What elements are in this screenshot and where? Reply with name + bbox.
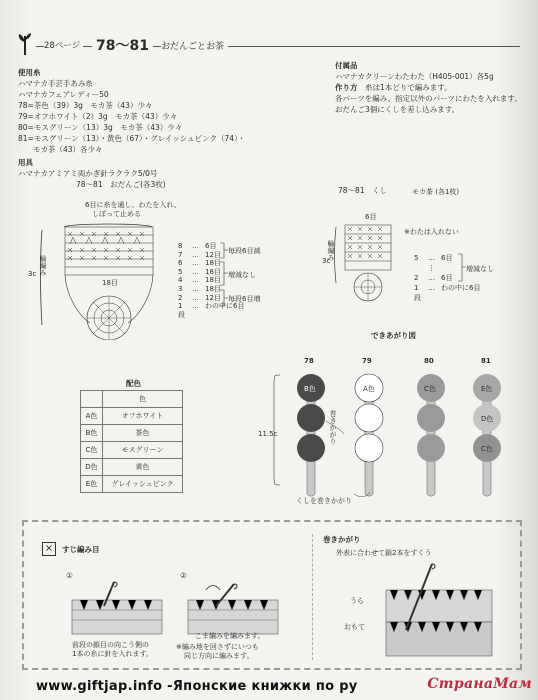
finished-heading: できあがり図 bbox=[371, 331, 416, 340]
step2-caption: 同じ方向に編みます。 bbox=[184, 652, 254, 660]
accessories-text: ハマナカクリーンわたわた（H405-001）各5g bbox=[335, 72, 494, 81]
legend-divider bbox=[312, 534, 313, 660]
yarn-heading: 使用糸 bbox=[18, 68, 41, 77]
tools-text: ハマナカアミアミ両かぎ針ラクラク5/0号 bbox=[18, 169, 158, 178]
model-range: 78〜81 bbox=[92, 35, 153, 55]
yarn-line: ハマナカフェアレディー50 bbox=[18, 90, 109, 99]
dango-height: 3c bbox=[28, 270, 37, 278]
step-number: ① bbox=[66, 571, 73, 580]
materials-section bbox=[18, 67, 318, 179]
yarn-line: 78=茶色（39）3g モカ茶（43）少々 bbox=[18, 101, 153, 110]
how-line: おだんご3個にくしを差し込みます。 bbox=[335, 105, 460, 114]
pattern-title: おだんごとお茶 bbox=[161, 39, 228, 52]
row-entry: 2 … 6目 bbox=[414, 274, 453, 282]
model-color-label: B色 bbox=[304, 385, 316, 393]
skewer-note: くしを巻きかがり bbox=[296, 497, 352, 505]
table-row: A色 オフホワイト bbox=[81, 408, 183, 425]
yarn-line: ハマナカ手芸手あみ糸 bbox=[18, 79, 93, 88]
suji-step1-diagram bbox=[70, 580, 166, 636]
step2-caption: こま編みを編みます。 bbox=[195, 632, 265, 640]
row-unit: 段 bbox=[178, 310, 185, 319]
model-color-label: C色 bbox=[424, 385, 436, 393]
kushi-row-list: 5 … 6目 ⋮ 2 … 6目 1 … わの中に6目 段 bbox=[414, 254, 481, 302]
finished-size: 11.5c bbox=[258, 430, 278, 438]
model-color-label: E色 bbox=[481, 385, 493, 393]
kushi-side-label: 輪編み bbox=[327, 240, 335, 261]
how-line: 糸は1本どりで編みます。 bbox=[365, 83, 452, 92]
row-entry: 8 … 6目 bbox=[178, 242, 217, 250]
model-color-label: D色 bbox=[481, 415, 494, 423]
kushi-chart bbox=[330, 215, 410, 305]
front-side-label: おもて bbox=[344, 623, 365, 631]
row-entry: 2 … 12目 bbox=[178, 293, 221, 302]
table-row: D色 黄色 bbox=[81, 459, 183, 476]
yarn-line: 80=モスグリーン（13）3g モカ茶（43）少々 bbox=[18, 123, 183, 132]
size-bracket bbox=[270, 360, 282, 500]
yarn-line: モカ茶（43）各少々 bbox=[18, 145, 103, 154]
step2-caption: ※編み地を回さずにいつも bbox=[176, 643, 259, 651]
dango-note: 6目に糸を通し、わたを入れ、 bbox=[85, 201, 181, 209]
yarn-line: 79=オフホワイト（2）3g モカ茶（43）少々 bbox=[18, 112, 178, 121]
tools-heading: 用具 bbox=[18, 158, 33, 167]
cross-stitch-icon: × bbox=[42, 542, 56, 556]
site-logo: СтранаМам bbox=[427, 676, 532, 692]
footer-text: www.giftjap.info -Японские книжки по ру bbox=[36, 679, 358, 694]
suji-step2-diagram bbox=[186, 580, 282, 636]
table-row: E色 グレイッシュピンク bbox=[81, 476, 183, 493]
how-line: 各パーツを編み、指定以外のパーツにわたを入れます。 bbox=[335, 94, 522, 103]
dango-increase-note: 毎段6目増 bbox=[228, 295, 261, 303]
model-color-label: A色 bbox=[363, 385, 375, 393]
step1-caption: 1本の糸に針を入れます。 bbox=[72, 650, 153, 658]
kushi-even-note: 増減なし bbox=[466, 265, 494, 273]
model-id: 80 bbox=[424, 357, 434, 365]
dango-center-label: 18目 bbox=[102, 279, 118, 287]
suji-heading: すじ編み目 bbox=[62, 545, 100, 554]
row-entry: 7 … 12目 bbox=[178, 250, 221, 259]
model-color-label: C色 bbox=[481, 445, 493, 453]
table-row: 色 bbox=[81, 391, 183, 408]
row-entry: 5 … 6目 bbox=[414, 254, 453, 262]
row-entry: 6 … 18目 bbox=[178, 259, 221, 268]
page-reference: 28ページ bbox=[44, 39, 83, 51]
row-unit: 段 bbox=[414, 294, 421, 302]
footer-watermark bbox=[0, 674, 538, 700]
wind-note: 巻きかがり bbox=[329, 410, 337, 445]
back-side-label: うら bbox=[350, 597, 364, 605]
dango-even-note: 増減なし bbox=[228, 271, 256, 279]
kushi-height: 3c bbox=[322, 257, 331, 265]
row-entry: 1 … わの中に6目 bbox=[414, 284, 481, 292]
model-id: 78 bbox=[304, 357, 314, 365]
kushi-no-stuffing-note: ※わたは入れない bbox=[404, 228, 459, 236]
kushi-color: モカ茶 (各1枚) bbox=[412, 188, 460, 196]
instructions-section bbox=[335, 60, 535, 115]
row-entry: 3 … 18目 bbox=[178, 284, 221, 293]
model-id: 79 bbox=[362, 357, 372, 365]
wind-heading: 巻きかがり bbox=[323, 535, 361, 544]
row-entry: 4 … 18目 bbox=[178, 276, 221, 285]
how-heading: 作り方 bbox=[335, 83, 358, 92]
dango-decrease-note: 毎段6目減 bbox=[228, 247, 261, 255]
model-id: 81 bbox=[481, 357, 491, 365]
dango-side-label: 輪編み bbox=[39, 255, 47, 276]
table-row: C色 モスグリーン bbox=[81, 442, 183, 459]
kushi-heading: 78〜81 くし bbox=[338, 186, 388, 195]
leaf-icon bbox=[16, 32, 34, 56]
table-row: B色 茶色 bbox=[81, 425, 183, 442]
wind-description: 外表に合わせて鎖2本をすくう bbox=[336, 549, 432, 557]
page-header bbox=[14, 32, 520, 62]
row-entry: 5 … 18目 bbox=[178, 267, 221, 276]
step-number: ② bbox=[180, 571, 187, 580]
kushi-top-count: 6目 bbox=[365, 213, 377, 221]
row-entry: 1 … わの中に6目 bbox=[178, 302, 245, 311]
wind-diagram bbox=[376, 560, 496, 660]
color-table-heading: 配色 bbox=[126, 379, 141, 388]
dango-heading: 78〜81 おだんご(各3枚) bbox=[76, 180, 166, 189]
dango-note: しぼって止める bbox=[92, 210, 141, 218]
color-table bbox=[80, 390, 183, 493]
accessories-heading: 付属品 bbox=[335, 61, 358, 70]
step1-caption: 前段の鎖目の向こう側の bbox=[72, 641, 149, 649]
yarn-line: 81=モスグリーン（13）・黄色（67）・グレイッシュピンク（74）・ bbox=[18, 134, 246, 143]
